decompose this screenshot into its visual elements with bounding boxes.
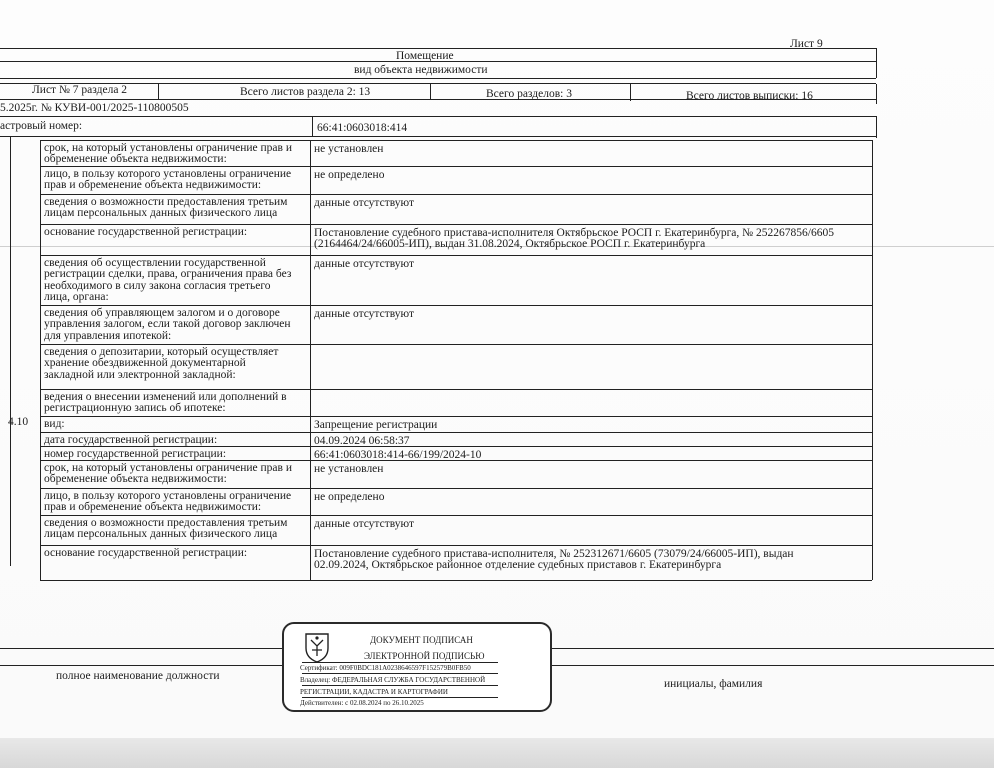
extract-number: 5.2025г. № КУВИ-001/2025-110800505: [0, 102, 189, 114]
rows_b-row-label: сведения о возможности предоставления третьим: [44, 517, 288, 529]
header-right-border: [876, 48, 877, 78]
rows_b-row-border: [40, 460, 872, 461]
rows_b-row-value: 66:41:0603018:414-66/199/2024-10: [314, 449, 482, 461]
rows_b-row-value: не определено: [314, 491, 385, 503]
rows_b-row-border: [40, 515, 872, 516]
rows_b-row-label: прав и обременение объекта недвижимости:: [44, 501, 262, 514]
object-type: Помещение: [396, 50, 454, 62]
rows_a-row-value: Постановление судебного пристава-исполнителя Октябрьское РОСП г. Екатеринбурга, № 252267856/6605: [314, 227, 834, 239]
rows_b-row-value: данные отсутствуют: [314, 518, 414, 530]
rows_a-row-label: обременение объекта недвижимости:: [44, 153, 227, 166]
object-type-caption: вид объекта недвижимости: [354, 64, 488, 76]
rows_a-row-value: данные отсутствуют: [314, 258, 414, 270]
rows_a-row-label: сведения об осуществлении государственной: [44, 257, 266, 269]
rows_a-row-border: [40, 389, 872, 390]
rows_a-row-label: закладной или электронной закладной:: [44, 368, 236, 381]
stamp-validity: Действителен: с 02.08.2024 по 26.10.2025: [300, 699, 424, 707]
rows_a-row-label: лица, органа:: [44, 291, 109, 304]
scan-bottom-shadow: [0, 738, 994, 768]
rows_b-table-bottom: [40, 580, 872, 581]
rows_a-row-border: [40, 194, 872, 195]
stamp-owner-2: РЕГИСТРАЦИИ, КАДАСТРА И КАРТОГРАФИИ: [300, 688, 448, 696]
rows_b-row-label: дата государственной регистрации:: [44, 434, 218, 446]
rows_a-row-label: срок, на который установлены ограничение прав и: [44, 142, 292, 154]
rows_a-row-label: сведения об управляющем залогом и о договоре: [44, 307, 280, 319]
sheet-row-bottom: [0, 99, 876, 100]
table-column-divider: [310, 140, 311, 580]
object-type-rule: [0, 61, 876, 62]
stamp-title-1: ДОКУМЕНТ ПОДПИСАН: [370, 635, 473, 645]
rows_a-row-label: лицам персональных данных физического лица: [44, 207, 278, 220]
stamp-owner-1: Владелец: ФЕДЕРАЛЬНАЯ СЛУЖБА ГОСУДАРСТВЕННОЙ: [300, 676, 486, 684]
table-left-border: [40, 140, 41, 580]
rows_a-row-label: регистрации сделки, права, ограничения права без: [44, 268, 292, 281]
rows_a-row-label: лицо, в пользу которого установлены ограничение: [44, 168, 292, 180]
rows_b-row-value: не установлен: [314, 463, 384, 475]
name-caption: инициалы, фамилия: [664, 678, 763, 690]
section-sheet: Лист № 7 раздела 2: [32, 84, 128, 96]
header-top-border: [0, 48, 876, 49]
position-caption: полное наименование должности: [56, 670, 220, 682]
rows_a-row-border: [40, 166, 872, 167]
rows_a-row-label: ведения о внесении изменений или дополнений в: [44, 391, 287, 403]
rows_a-row-label: регистрационную запись об ипотеке:: [44, 402, 226, 415]
rows_a-row-label: для управления ипотекой:: [44, 329, 172, 342]
rows_a-row-label: необходимого в силу закона согласия третьего: [44, 279, 271, 292]
rows_b-row-label: лицо, в пользу которого установлены ограничение: [44, 490, 292, 502]
rows_a-row-label: сведения о депозитарии, который осуществляет: [44, 346, 279, 358]
rows_a-row-value: не установлен: [314, 143, 384, 155]
rows_a-row-label: управления залогом, если такой договор заключен: [44, 318, 291, 331]
table-right-border: [872, 140, 873, 580]
rows_a-row-label: основание государственной регистрации:: [44, 226, 248, 238]
stamp-title-2: ЭЛЕКТРОННОЙ ПОДПИСЬЮ: [364, 651, 485, 661]
rows_b-row-border: [40, 545, 872, 546]
rows_b-row-value: 02.09.2024, Октябрьское районное отделение судебных приставов г. Екатеринбурга: [314, 559, 722, 572]
rows_b-row-border: [40, 416, 872, 417]
rows_b-row-value: Запрещение регистрации: [314, 419, 438, 431]
rows_b-row-label: основание государственной регистрации:: [44, 547, 248, 559]
rows_a-row-border: [40, 140, 872, 141]
cadastral-label: астровый номер:: [0, 120, 83, 132]
rows_a-row-value: данные отсутствуют: [314, 197, 414, 209]
section-number: 4.10: [8, 416, 29, 428]
rows_b-row-label: номер государственной регистрации:: [44, 448, 227, 460]
rows_b-row-label: вид:: [44, 418, 65, 430]
rows_a-row-border: [40, 224, 872, 225]
rows_b-row-label: срок, на который установлены ограничение прав и: [44, 462, 292, 474]
rows_a-row-label: сведения о возможности предоставления третьим: [44, 196, 288, 208]
rows_b-row-border: [40, 432, 872, 433]
sheet-label: Лист 9: [790, 38, 823, 50]
rows_b-row-label: лицам персональных данных физического лица: [44, 528, 278, 541]
outer-section-border: [10, 136, 11, 566]
rows_b-row-value: Постановление судебного пристава-исполнителя, № 252312671/6605 (73079/24/66005-ИП), выдан: [314, 548, 794, 560]
rows_a-row-border: [40, 255, 872, 256]
sheet-row-top: [0, 83, 876, 84]
extract-sheets-total: Всего листов выписки: 16: [686, 90, 813, 102]
coat-of-arms-emblem-icon: [300, 630, 334, 664]
rows_b-row-label: обременение объекта недвижимости:: [44, 473, 227, 486]
header-rule: [0, 78, 876, 79]
rows_a-row-value: не определено: [314, 169, 385, 181]
section-sheets-total: Всего листов раздела 2: 13: [240, 86, 371, 98]
rows_a-row-value: данные отсутствуют: [314, 308, 414, 320]
sections-total: Всего разделов: 3: [486, 88, 572, 100]
rows_a-row-border: [40, 344, 872, 345]
digital-signature-stamp: [282, 622, 552, 712]
rows_b-row-value: 04.09.2024 06:58:37: [314, 435, 410, 447]
rows_a-row-value: (2164464/24/66005-ИП), выдан 31.08.2024, Октябрьское РОСП г. Екатеринбурга: [314, 238, 706, 251]
rows_a-row-label: хранение обездвиженной документарной: [44, 357, 246, 370]
rows_b-row-border: [40, 446, 872, 447]
cadastral-number: 66:41:0603018:414: [317, 122, 408, 134]
stamp-certificate: Сертификат: 009F0BDC181A0238646597F152579B0FB50: [300, 664, 471, 672]
rows_a-row-label: прав и обременение объекта недвижимости:: [44, 179, 262, 192]
rows_a-row-border: [40, 305, 872, 306]
rows_b-row-border: [40, 488, 872, 489]
